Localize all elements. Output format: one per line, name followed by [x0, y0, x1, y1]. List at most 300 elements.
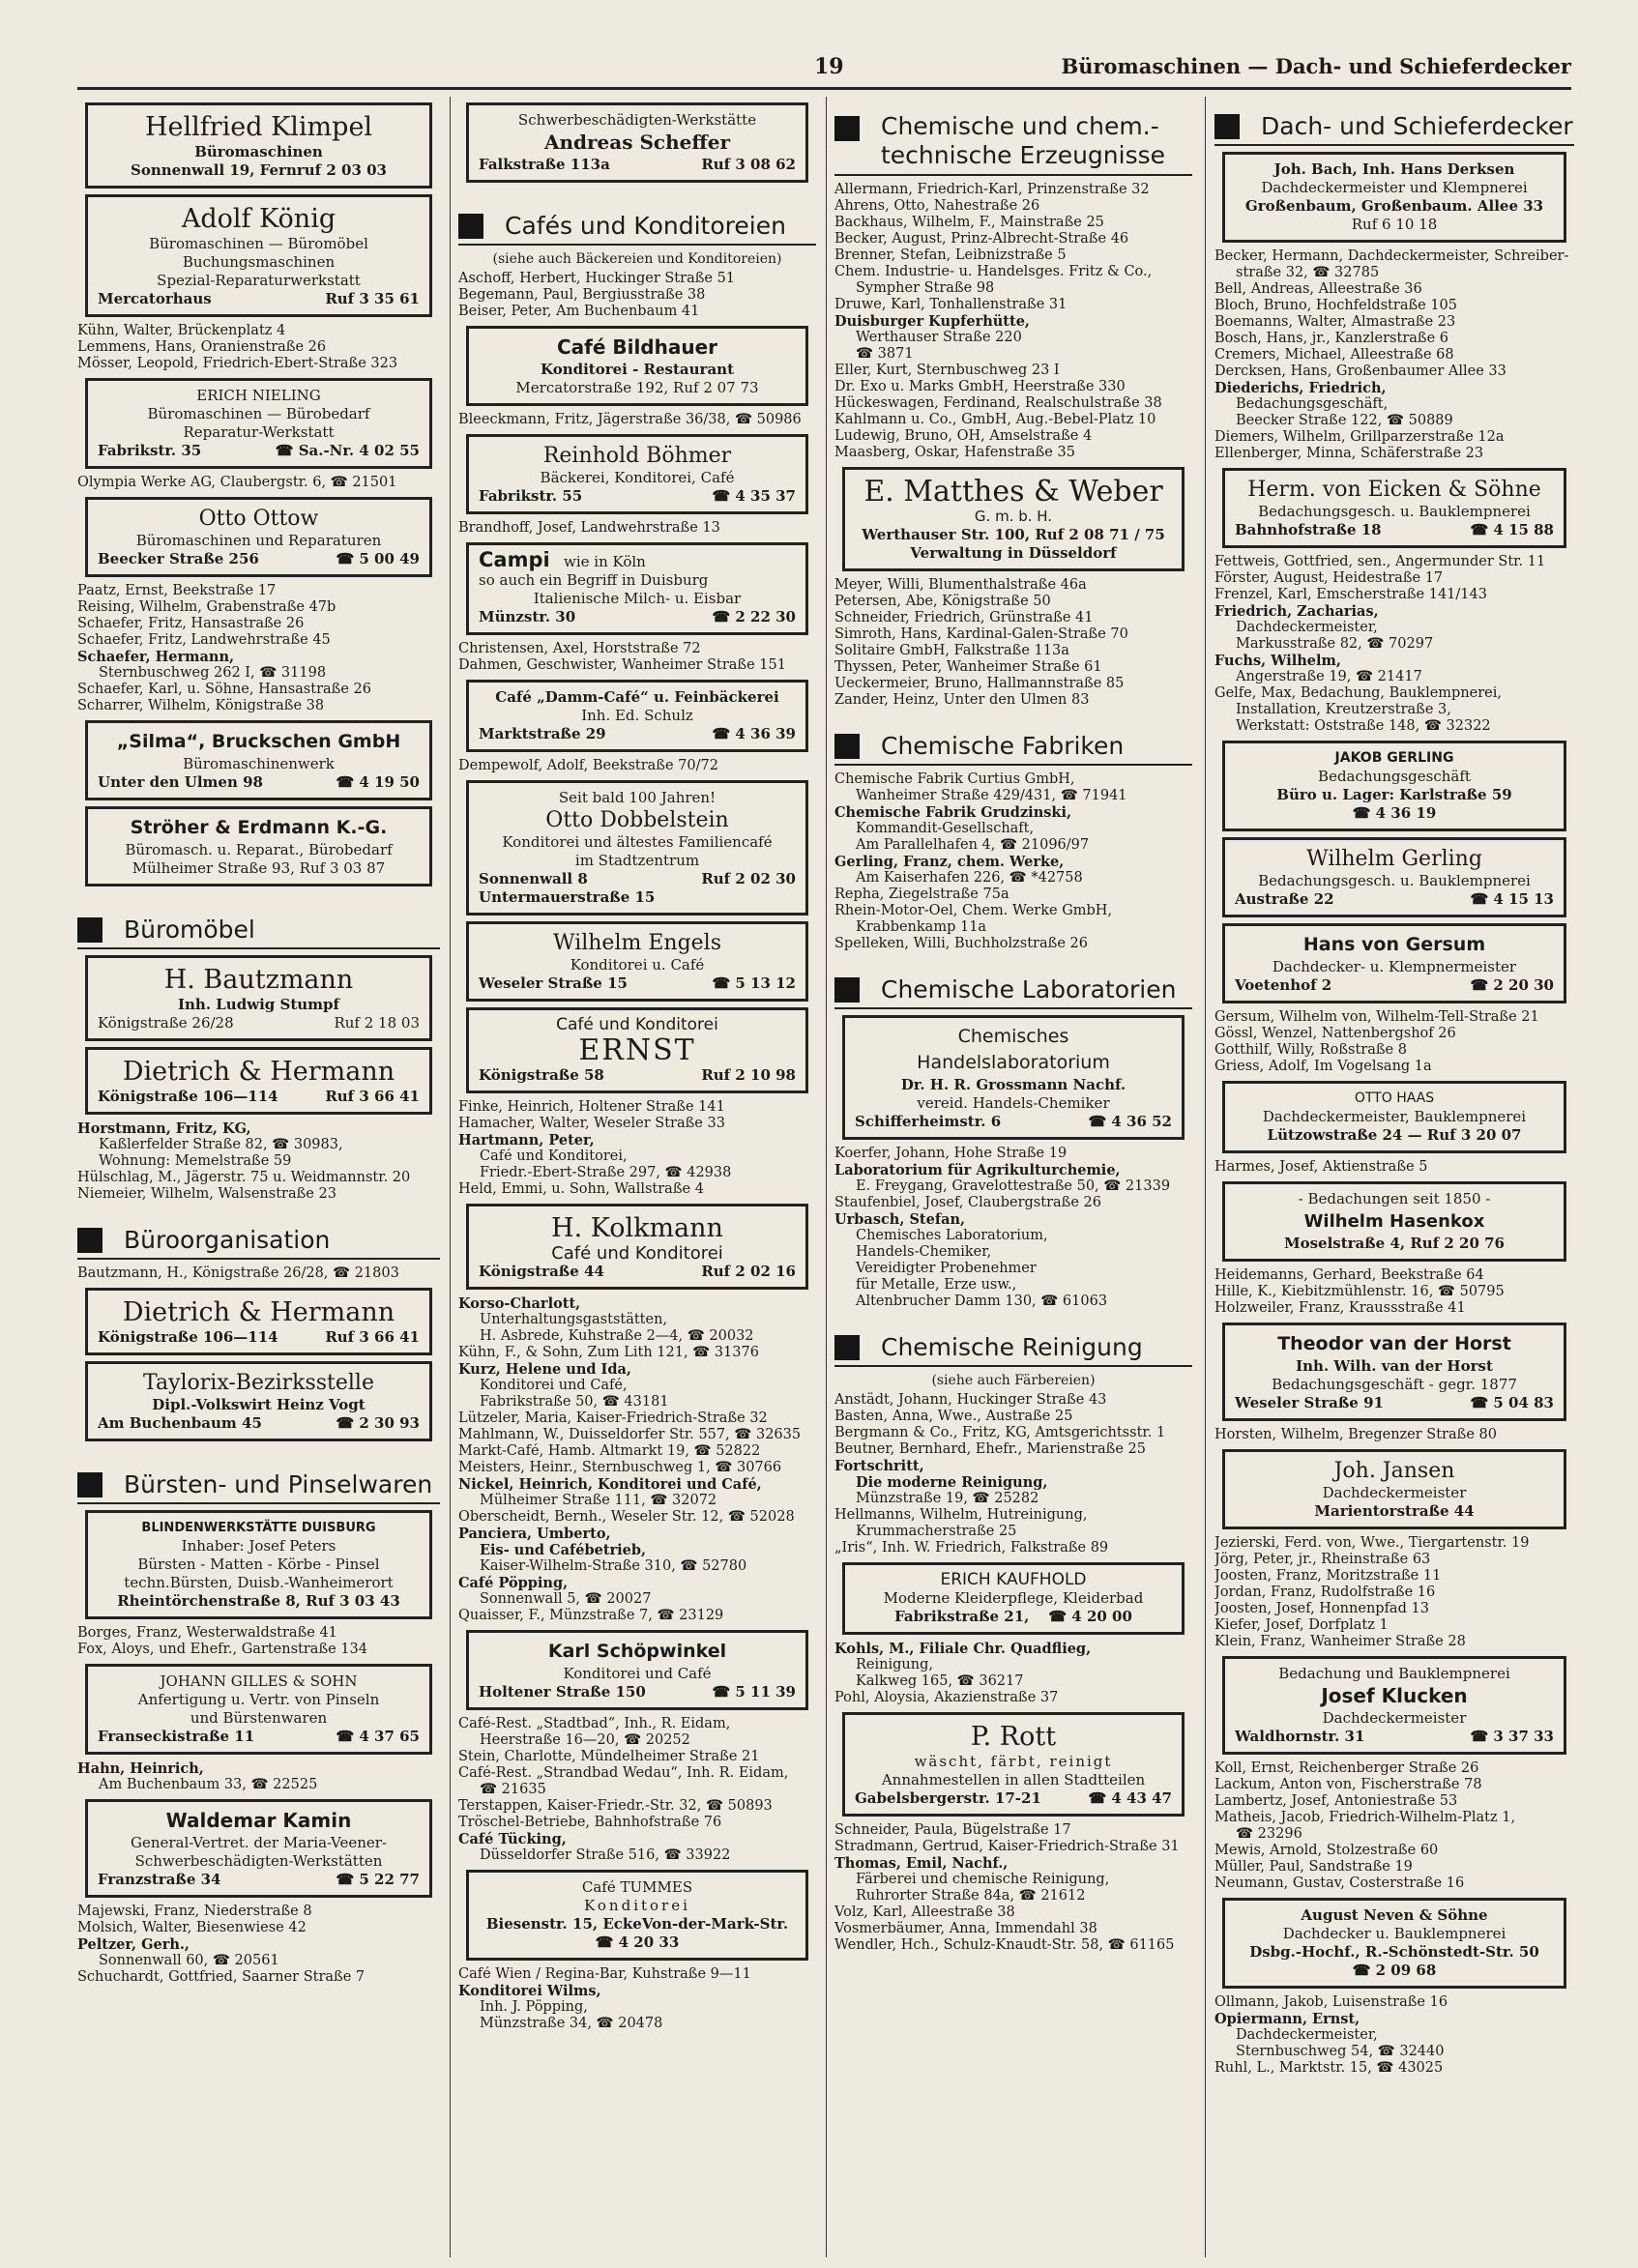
ad-row [479, 1683, 796, 1701]
ad-line: im Stadtzentrum [574, 852, 700, 869]
ad-phone: ☎ 4 36 52 [1088, 1113, 1172, 1130]
list-item: Schneider, Paula, Bügelstraße 17 [834, 1822, 1071, 1838]
ad-address: Königstraße 26/28 [98, 1014, 234, 1032]
ad-line: Biesenstr. 15, EckeVon-der-Mark-Str. [485, 1915, 789, 1933]
list-item: Kiefer, Josef, Dorfplatz 1 [1214, 1617, 1389, 1633]
list-item: Lützeler, Maria, Kaiser-Friedrich-Straße 32 [458, 1410, 768, 1426]
ad-name: P. Rott [970, 1722, 1057, 1752]
page-number: 19 [814, 54, 844, 79]
list-item: Café Pöpping, [458, 1575, 569, 1591]
list-item: Reinigung, [856, 1657, 933, 1672]
ad-address: Königstraße 58 [479, 1066, 604, 1084]
running-head: Büromaschinen — Dach- und Schieferdecker [1061, 54, 1571, 78]
ad-line: Büromaschinen — Büromöbel [149, 235, 368, 252]
ad-phone: ☎ 5 22 77 [336, 1871, 420, 1888]
ad-name: „Silma“, Bruckschen GmbH [116, 731, 401, 752]
list-item: Zander, Heinz, Unter den Ulmen 83 [834, 692, 1090, 708]
list-item: Handels-Chemiker, [856, 1244, 992, 1260]
ad-name: Otto Ottow [198, 507, 319, 531]
ad-van-der-horst [1222, 1323, 1566, 1421]
list-item: Griess, Adolf, Im Vogelsang 1a [1214, 1059, 1432, 1074]
section-heading [77, 1470, 440, 1504]
ad-line: Konditorei [584, 1897, 690, 1914]
ad-name: ERNST [578, 1034, 696, 1066]
list-item: Vosmerbäumer, Anna, Immendahl 38 [834, 1921, 1097, 1936]
ad-neven [1222, 1898, 1566, 1989]
ad-line: Marientorstraße 44 [1314, 1502, 1475, 1520]
list-item: Oberscheidt, Bernh., Weseler Str. 12, ☎ 52028 [458, 1509, 795, 1525]
ad-tummes [466, 1870, 808, 1961]
list-item: Stradmann, Gertrud, Kaiser-Friedrich-Straße 31 [834, 1839, 1180, 1854]
list-item: Maasberg, Oskar, Hafenstraße 35 [834, 445, 1075, 460]
ad-name: Ströher & Erdmann K.-G. [130, 817, 388, 838]
ad-line: Konditorei und Café [563, 1665, 712, 1682]
list-item: Diederichs, Friedrich, [1214, 380, 1387, 396]
list-item: Krummacherstraße 25 [856, 1524, 1017, 1539]
list-item: Vereidigter Probenehmer [856, 1261, 1037, 1276]
list-item: Fabrikstraße 50, ☎ 43181 [480, 1394, 669, 1410]
ad-line: Inh. Wilh. van der Horst [1296, 1357, 1493, 1375]
ad-name: Joh. Jansen [1333, 1459, 1455, 1483]
list-item: Quaisser, F., Münzstraße 7, ☎ 23129 [458, 1608, 724, 1623]
list-item: Schaefer, Karl, u. Söhne, Hansastraße 26 [77, 682, 371, 697]
list-item: Kurz, Helene und Ida, [458, 1361, 631, 1378]
ad-row [98, 1328, 420, 1347]
section-title: Dach- und Schieferdecker [1261, 112, 1573, 140]
list-item: Chemische Fabrik Curtius GmbH, [834, 771, 1075, 787]
list-item: Stein, Charlotte, Mündelheimer Straße 21 [458, 1749, 760, 1764]
list-item: Mahlmann, W., Duisseldorfer Str. 557, ☎ 32635 [458, 1427, 802, 1442]
ad-row [1235, 1394, 1554, 1412]
list-item: Heidemanns, Gerhard, Beekstraße 64 [1214, 1267, 1484, 1283]
ad-gilles [85, 1664, 432, 1755]
list-item: Joosten, Josef, Honnenpfad 13 [1214, 1601, 1429, 1616]
list-item: Bosch, Hans, jr., Kanzlerstraße 6 [1214, 331, 1449, 346]
section-title: Chemische Fabriken [881, 732, 1125, 760]
ad-row [479, 1263, 796, 1281]
list-item: Krabbenkamp 11a [856, 919, 987, 935]
list-item: Ruhrorter Straße 84a, ☎ 21612 [856, 1888, 1086, 1904]
ad-name: Campi [479, 551, 550, 571]
list-item: Bergmann & Co., Fritz, KG, Amtsgerichtsstr. 1 [834, 1425, 1166, 1440]
ad-address: Sonnenwall 8 [479, 870, 588, 887]
spacer [77, 1203, 440, 1210]
list-item: Kohls, M., Filiale Chr. Quadflieg, [834, 1641, 1092, 1657]
list-item: Unterhaltungsgaststätten, [480, 1312, 668, 1327]
list-item: Mösser, Leopold, Friedrich-Ebert-Straße 323 [77, 356, 398, 371]
ad-name: Café TUMMES [581, 1878, 693, 1896]
list-item: Brenner, Stefan, Leibnizstraße 5 [834, 247, 1067, 263]
list-item: Repha, Ziegelstraße 75a [834, 887, 1009, 902]
ad-phone: ☎ 4 36 39 [712, 725, 796, 742]
list-item: Neumann, Gustav, Costerstraße 16 [1214, 1875, 1465, 1891]
list-item: Münzstraße 34, ☎ 20478 [480, 2016, 663, 2031]
list-item: Dercksen, Hans, Großenbaumer Allee 33 [1214, 363, 1506, 379]
section-heading [834, 112, 1192, 176]
list-item: Dachdeckermeister, [1236, 2027, 1378, 2043]
ad-row [98, 1014, 420, 1032]
list-item: Jezierski, Ferd. von, Wwe., Tiergartenstr. 19 [1214, 1535, 1530, 1551]
ad-address: Münzstr. 30 [479, 608, 576, 625]
ad-ottow [85, 497, 432, 577]
ad-line: Sonnenwall 19, Fernruf 2 03 03 [131, 161, 387, 179]
section-marker [834, 116, 860, 141]
list-item: Thyssen, Peter, Wanheimer Straße 61 [834, 659, 1102, 675]
section-marker [77, 917, 102, 943]
list-item: Ruhl, L., Marktstr. 15, ☎ 43025 [1214, 2060, 1444, 2076]
ad-line: Annahmestellen in allen Stadtteilen [881, 1771, 1146, 1788]
section-title-line: Chemische und chem.- [881, 112, 1159, 140]
ad-phone: ☎ 5 13 12 [712, 974, 796, 992]
list-item: Am Parallelhafen 4, ☎ 21096/97 [856, 837, 1090, 853]
list-item: Münzstraße 19, ☎ 25282 [856, 1491, 1039, 1506]
ad-line: Inhaber: Josef Peters [181, 1537, 336, 1555]
spacer [834, 952, 1192, 960]
ad-phone: ☎ 4 35 37 [712, 487, 796, 505]
ad-line: Konditorei - Restaurant [540, 361, 735, 378]
column-divider [826, 97, 827, 2257]
ad-row [479, 974, 796, 993]
list-item: Rhein-Motor-Oel, Chem. Werke GmbH, [834, 903, 1113, 918]
ad-address: Weseler Straße 91 [1235, 1394, 1384, 1411]
list-item: Gelfe, Max, Bedachung, Bauklempnerei, [1214, 685, 1503, 701]
list-item: Angerstraße 19, ☎ 21417 [1236, 669, 1422, 684]
ad-line: Moderne Kleiderpflege, Kleiderbad [883, 1589, 1144, 1607]
ad-line: Dachdecker- u. Klempnermeister [1272, 958, 1517, 975]
list-item: Koll, Ernst, Reichenberger Straße 26 [1214, 1760, 1479, 1776]
ad-name: JOHANN GILLES & SOHN [160, 1672, 358, 1690]
list-item: Allermann, Friedrich-Karl, Prinzenstraße 32 [834, 182, 1150, 197]
ad-line: Großenbaum, Großenbaum. Allee 33 [1244, 197, 1544, 215]
ad-address: Holtener Straße 150 [479, 1683, 646, 1701]
list-item: Beecker Straße 122, ☎ 50889 [1236, 413, 1453, 428]
list-item: Fettweis, Gottfried, sen., Angermunder Str. 11 [1214, 554, 1546, 569]
ad-row [479, 487, 796, 506]
ad-line: - Bedachungen seit 1850 - [1298, 1190, 1491, 1207]
list-item: Friedrich, Zacharias, [1214, 603, 1379, 620]
list-item: Druwe, Karl, Tonhallenstraße 31 [834, 297, 1068, 312]
list-item: Brandhoff, Josef, Landwehrstraße 13 [458, 520, 720, 536]
list-item: Frenzel, Karl, Emscherstraße 141/143 [1214, 587, 1487, 602]
ad-phone: ☎ 2 22 30 [712, 608, 796, 625]
ad-line: Werthauser Str. 100, Ruf 2 08 71 / 75 [862, 526, 1165, 543]
section-heading [77, 1226, 440, 1260]
list-item: Gerling, Franz, chem. Werke, [834, 854, 1065, 870]
ad-line: Dachdeckermeister [1322, 1484, 1467, 1501]
ad-boehmer [466, 434, 808, 514]
ad-row [98, 550, 420, 568]
section-marker [77, 1228, 102, 1253]
ad-rott [842, 1712, 1185, 1817]
ad-line: techn.Bürsten, Duisb.-Wanheimerort [124, 1574, 394, 1591]
ad-row [479, 1066, 796, 1085]
ad-kaufhold [842, 1562, 1185, 1635]
ad-phone: ☎ 4 20 00 [1048, 1608, 1132, 1625]
list-item: Hellmanns, Wilhelm, Hutreinigung, [834, 1507, 1088, 1523]
list-item: Reising, Wilhelm, Grabenstraße 47b [77, 599, 336, 615]
ad-name: Chemisches [957, 1026, 1069, 1047]
section-title [881, 112, 1165, 170]
ad-name: Theodor van der Horst [1277, 1333, 1511, 1354]
list-item: Peltzer, Gerh., [77, 1936, 190, 1953]
list-item: Thomas, Emil, Nachf., [834, 1855, 1009, 1872]
ad-line: Reparatur-Werkstatt [183, 423, 335, 441]
list-item: Olympia Werke AG, Claubergstr. 6, ☎ 21501 [77, 475, 397, 490]
list-item: Lackum, Anton von, Fischerstraße 78 [1214, 1777, 1482, 1792]
section-title: Bürsten- und Pinselwaren [124, 1470, 433, 1498]
list-item: Boemanns, Walter, Almastraße 23 [1214, 314, 1456, 330]
list-item: Dachdeckermeister, [1236, 620, 1378, 635]
list-item: Markusstraße 82, ☎ 70297 [1236, 636, 1434, 652]
list-item: Werkstatt: Oststraße 148, ☎ 32322 [1236, 718, 1491, 734]
ad-address: Franzstraße 34 [98, 1871, 221, 1888]
ad-name: Otto Dobbelstein [545, 808, 729, 832]
ad-phone: ☎ 4 37 65 [336, 1728, 420, 1745]
list-item: Schneider, Friedrich, Grünstraße 41 [834, 610, 1094, 625]
ad-row [479, 608, 796, 626]
ad-line: so auch ein Begriff in Duisburg [479, 571, 709, 589]
ad-name: H. Kolkmann [551, 1213, 723, 1243]
section-heading [834, 732, 1192, 766]
list-item: Werthauser Straße 220 [856, 330, 1022, 345]
section-marker [458, 214, 483, 239]
list-item: Mewis, Arnold, Stolzestraße 60 [1214, 1843, 1439, 1858]
list-item: Am Buchenbaum 33, ☎ 22525 [99, 1777, 318, 1792]
ad-schoepwinkel [466, 1630, 808, 1710]
ad-line: Seit bald 100 Jahren! [558, 789, 717, 806]
ad-address: Falkstraße 113a [479, 156, 610, 173]
list-item: Molsich, Walter, Biesenwiese 42 [77, 1920, 307, 1935]
list-item: Kühn, F., & Sohn, Zum Lith 121, ☎ 31376 [458, 1345, 759, 1360]
ad-stroeher [85, 806, 432, 887]
column-4 [1214, 97, 1574, 2257]
ad-taylorix [85, 1361, 432, 1441]
list-item: Wanheimer Straße 429/431, ☎ 71941 [856, 788, 1127, 803]
ad-address: Mercatorhaus [98, 290, 212, 307]
list-item: Café und Konditorei, [480, 1149, 628, 1164]
ad-line: Italienische Milch- u. Eisbar [533, 590, 742, 607]
ad-name: Wilhelm Gerling [1306, 847, 1482, 871]
list-item: Spelleken, Willi, Buchholzstraße 26 [834, 936, 1088, 951]
list-item: Chemische Fabrik Grudzinski, [834, 804, 1071, 821]
section-heading [458, 212, 816, 246]
list-item: straße 32, ☎ 32785 [1236, 265, 1380, 280]
ad-line: Büromasch. u. Reparat., Bürobedarf [125, 841, 393, 858]
list-item: Panciera, Umberto, [458, 1526, 611, 1542]
list-item: Meyer, Willi, Blumenthalstraße 46a [834, 577, 1087, 593]
ad-line: und Bürstenwaren [190, 1709, 328, 1727]
ad-phone: Ruf 3 66 41 [325, 1088, 420, 1105]
ad-bildhauer [466, 326, 808, 406]
list-item: Förster, August, Heidestraße 17 [1214, 570, 1444, 586]
section-title: Chemische Reinigung [881, 1333, 1143, 1361]
spacer [458, 189, 816, 196]
list-item: Laboratorium für Agrikulturchemie, [834, 1162, 1121, 1178]
list-item: Kalkweg 165, ☎ 36217 [856, 1673, 1024, 1689]
list-item: Konditorei Wilms, [458, 1983, 601, 1999]
ad-row [855, 1608, 1172, 1626]
list-item: Sternbuschweg 262 I, ☎ 31198 [99, 665, 327, 681]
list-item: Hamacher, Walter, Weseler Straße 33 [458, 1116, 725, 1131]
section-title: Chemische Laboratorien [881, 975, 1177, 1003]
list-item: Hahn, Heinrich, [77, 1760, 204, 1777]
list-item: Kahlmann u. Co., GmbH, Aug.-Bebel-Platz 10 [834, 412, 1156, 427]
ad-damm-cafe [466, 680, 808, 752]
ad-row [98, 1414, 420, 1433]
list-item: Sternbuschweg 54, ☎ 32440 [1236, 2044, 1445, 2059]
column-divider [450, 97, 451, 2257]
list-item: Am Kaiserhafen 226, ☎ *42758 [856, 870, 1083, 886]
list-item: Holzweiler, Franz, Kraussstraße 41 [1214, 1300, 1466, 1316]
list-item: Backhaus, Wilhelm, F., Mainstraße 25 [834, 215, 1104, 230]
ad-line: Mülheimer Straße 93, Ruf 3 03 87 [132, 859, 386, 877]
section-heading [1214, 112, 1574, 146]
ad-address: Königstraße 106—114 [98, 1088, 278, 1105]
list-item: Installation, Kreutzerstraße 3, [1236, 702, 1451, 717]
ad-line: Moselstraße 4, Ruf 2 20 76 [1283, 1235, 1505, 1252]
ad-line: Verwaltung in Düsseldorf [910, 544, 1117, 562]
ad-name: Waldemar Kamin [165, 1809, 352, 1832]
ad-name: Herm. von Eicken & Söhne [1247, 478, 1541, 502]
ad-line: Rheintörchenstraße 8, Ruf 3 03 43 [117, 1592, 400, 1610]
header-rule [77, 87, 1571, 90]
ad-dietrich-hermann [85, 1047, 432, 1115]
list-item: Horsten, Wilhelm, Bregenzer Straße 80 [1214, 1427, 1497, 1442]
ad-name: ERICH NIELING [196, 387, 321, 404]
ad-phone: ☎ 3 37 33 [1470, 1728, 1554, 1745]
ad-line: Anfertigung u. Vertr. von Pinseln [137, 1691, 380, 1708]
list-item: Hartmann, Peter, [458, 1132, 595, 1149]
ad-phone: ☎ 4 36 19 [1352, 804, 1437, 822]
ad-line: Dipl.-Volkswirt Heinz Vogt [152, 1396, 366, 1413]
page-header [77, 48, 1571, 93]
list-item: E. Freygang, Gravelottestraße 50, ☎ 21339 [856, 1178, 1171, 1194]
ad-silma [85, 720, 432, 800]
list-item: Hille, K., Kiebitzmühlenstr. 16, ☎ 50795 [1214, 1284, 1505, 1299]
ad-name: Hans von Gersum [1302, 934, 1486, 955]
ad-phone: ☎ Sa.-Nr. 4 02 55 [275, 442, 420, 459]
ad-bautzmann [85, 955, 432, 1041]
ad-phone: ☎ 5 04 83 [1470, 1394, 1554, 1411]
list-item: Café-Rest. „Strandbad Wedau“, Inh. R. Eidam, [458, 1765, 789, 1781]
ad-line: Büro u. Lager: Karlstraße 59 [1276, 786, 1512, 803]
ad-address: Austraße 22 [1235, 890, 1334, 908]
list-item: Duisburger Kupferhütte, [834, 313, 1030, 330]
ad-phone: Ruf 2 02 30 [701, 870, 796, 887]
list-item: Gersum, Wilhelm von, Wilhelm-Tell-Straße 21 [1214, 1009, 1539, 1025]
list-item: Terstappen, Kaiser-Friedr.-Str. 32, ☎ 50893 [458, 1798, 773, 1814]
list-item: Eller, Kurt, Sternbuschweg 23 I [834, 363, 1060, 378]
ad-phone: ☎ 4 20 33 [595, 1934, 680, 1951]
list-item: Meisters, Heinr., Sternbuschweg 1, ☎ 30766 [458, 1460, 782, 1475]
ad-address: Gabelsbergerstr. 17-21 [855, 1789, 1041, 1807]
ad-line: General-Vertret. der Maria-Veener- [130, 1834, 388, 1851]
ad-line: Dsbg.-Hochf., R.-Schönstedt-Str. 50 [1249, 1943, 1539, 1961]
ad-row [479, 725, 796, 743]
ad-address: Fabrikstr. 55 [479, 487, 583, 505]
list-item: Café-Rest. „Stadtbad“, Inh., R. Eidam, [458, 1716, 731, 1731]
ad-name: ERICH KAUFHOLD [940, 1571, 1087, 1589]
ad-row [98, 1088, 420, 1106]
ad-name: Reinhold Böhmer [542, 444, 732, 468]
list-item: Bautzmann, H., Königstraße 26/28, ☎ 21803 [77, 1265, 399, 1281]
ad-line [479, 551, 796, 571]
list-item: Düsseldorfer Straße 516, ☎ 33922 [480, 1847, 731, 1863]
ad-row [1235, 890, 1554, 909]
ad-line: Spezial-Reparaturwerkstatt [157, 272, 361, 289]
ad-phone: ☎ 2 09 68 [1352, 1962, 1437, 1979]
ad-row [98, 290, 420, 308]
ad-campi [466, 542, 808, 635]
ad-jansen [1222, 1449, 1566, 1529]
ad-name: Wilhelm Hasenkox [1303, 1211, 1485, 1232]
ad-address: Königstraße 44 [479, 1263, 604, 1280]
ad-line: Untermauerstraße 15 [479, 888, 656, 906]
ad-line: Buchungsmaschinen [182, 253, 336, 271]
ad-line: Dachdeckermeister [1322, 1709, 1467, 1727]
ad-bach [1222, 152, 1566, 243]
ad-name: August Neven & Söhne [1301, 1906, 1488, 1924]
ad-phone: ☎ 5 00 49 [336, 550, 420, 567]
ad-eicken [1222, 468, 1566, 548]
list-item: Dahmen, Geschwister, Wanheimer Straße 151 [458, 657, 786, 673]
ad-line: Dachdecker u. Bauklempnerei [1282, 1925, 1506, 1942]
ad-phone: Ruf 2 02 16 [701, 1263, 796, 1280]
ad-name: JAKOB GERLING [1334, 750, 1454, 766]
section-heading [834, 1333, 1192, 1367]
list-item: Urbasch, Stefan, [834, 1211, 966, 1228]
ad-line: vereid. Handels-Chemiker [917, 1094, 1110, 1112]
ad-phone: Ruf 3 08 62 [701, 156, 796, 173]
list-item: Petersen, Abe, Königstraße 50 [834, 594, 1051, 609]
ad-row [98, 442, 420, 460]
list-item: Bleeckmann, Fritz, Jägerstraße 36/38, ☎ 50986 [458, 412, 802, 427]
ad-phone: Ruf 3 35 61 [325, 290, 420, 307]
ad-line: Bedachungsgesch. u. Bauklempnerei [1258, 503, 1531, 520]
ad-row [98, 1871, 420, 1889]
ad-haas [1222, 1081, 1566, 1153]
list-item: Solitaire GmbH, Falkstraße 113a [834, 643, 1069, 658]
list-item: Christensen, Axel, Horststraße 72 [458, 641, 701, 656]
list-item: Horstmann, Fritz, KG, [77, 1120, 251, 1137]
list-item: Borges, Franz, Westerwaldstraße 41 [77, 1625, 337, 1641]
list-item: Heerstraße 16—20, ☎ 20252 [480, 1732, 690, 1748]
list-item: Simroth, Hans, Kardinal-Galen-Straße 70 [834, 626, 1128, 642]
list-item: Becker, Hermann, Dachdeckermeister, Schreiber- [1214, 248, 1569, 264]
ad-address: Schifferheimstr. 6 [855, 1113, 1002, 1130]
section-title-line: technische Erzeugnisse [881, 141, 1166, 169]
ad-line: Inh. Ludwig Stumpf [177, 996, 339, 1013]
list-item: Chemisches Laboratorium, [856, 1228, 1048, 1243]
ad-phone: ☎ 5 11 39 [712, 1683, 796, 1701]
ad-phone: ☎ 2 30 93 [336, 1414, 420, 1432]
ad-phone: ☎ 4 15 13 [1470, 890, 1554, 908]
spacer [77, 1447, 440, 1455]
ad-dobbelstein [466, 780, 808, 916]
ad-line: Ruf 6 10 18 [1351, 216, 1438, 233]
ad-kolkmann [466, 1204, 808, 1290]
list-item: Die moderne Reinigung, [856, 1474, 1048, 1491]
list-item: Café Wien / Regina-Bar, Kuhstraße 9—11 [458, 1966, 751, 1982]
ad-line: Konditorei u. Café [570, 956, 705, 974]
list-item: Schaefer, Fritz, Hansastraße 26 [77, 616, 305, 631]
ad-line: Büromaschinen und Reparaturen [135, 532, 382, 549]
list-item: Sonnenwall 60, ☎ 20561 [99, 1953, 279, 1968]
ad-klucken [1222, 1656, 1566, 1755]
ad-row [855, 1113, 1172, 1131]
list-item: Kaiser-Wilhelm-Straße 310, ☎ 52780 [480, 1558, 747, 1574]
list-item: Gotthilf, Willy, Roßstraße 8 [1214, 1042, 1407, 1058]
